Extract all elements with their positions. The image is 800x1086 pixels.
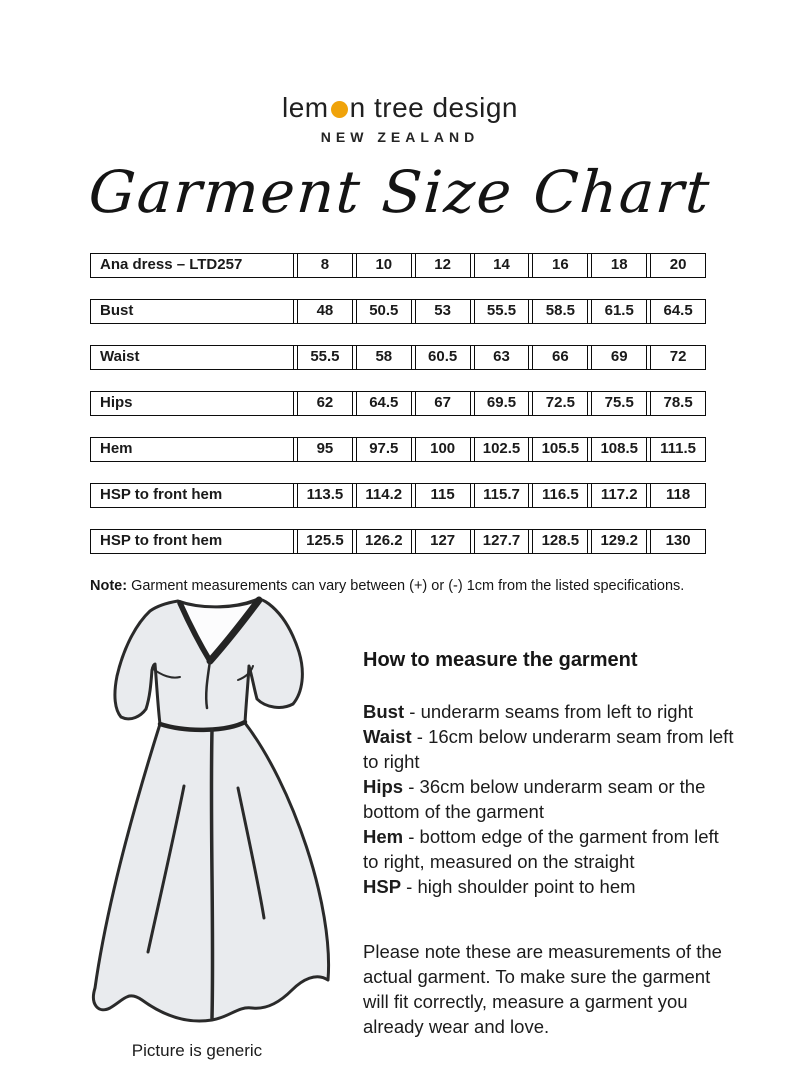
row-label: HSP to front hem bbox=[91, 530, 294, 553]
row-value: 63 bbox=[474, 346, 530, 369]
lemon-dot-icon bbox=[331, 101, 348, 118]
row-value: 48 bbox=[297, 300, 353, 323]
row-value: 129.2 bbox=[591, 530, 647, 553]
table-row bbox=[90, 391, 706, 416]
row-value: 116.5 bbox=[532, 484, 588, 507]
row-label: Ana dress – LTD257 bbox=[91, 254, 294, 277]
howto-heading: How to measure the garment bbox=[363, 649, 638, 671]
measure-definition bbox=[363, 699, 735, 724]
measure-definition bbox=[363, 774, 735, 824]
row-value: 128.5 bbox=[532, 530, 588, 553]
brand-name bbox=[0, 92, 800, 124]
brand-name-left: lem bbox=[281, 92, 329, 123]
dress-illustration bbox=[88, 596, 350, 1038]
brand-name-right: n tree design bbox=[349, 92, 518, 123]
row-label: Waist bbox=[91, 346, 294, 369]
table-row bbox=[90, 253, 706, 278]
row-value: 127 bbox=[415, 530, 471, 553]
measure-term: Waist bbox=[363, 726, 412, 747]
row-value: 69.5 bbox=[474, 392, 530, 415]
row-value: 127.7 bbox=[474, 530, 530, 553]
row-value: 111.5 bbox=[650, 438, 705, 461]
row-value: 60.5 bbox=[415, 346, 471, 369]
page-title: Garment Size Chart bbox=[86, 158, 714, 226]
size-table bbox=[90, 253, 706, 575]
row-value: 100 bbox=[415, 438, 471, 461]
row-value: 16 bbox=[532, 254, 588, 277]
row-value: 67 bbox=[415, 392, 471, 415]
measure-term: Hips bbox=[363, 776, 404, 797]
measure-term: Hem bbox=[363, 826, 404, 847]
row-label: Bust bbox=[91, 300, 294, 323]
measure-definition bbox=[363, 824, 735, 874]
howto-section bbox=[363, 648, 735, 1039]
measure-desc: - 36cm below underarm seam or the bottom of the garment bbox=[363, 776, 706, 822]
fit-advice-paragraph: Please note these are measurements of the actual garment. To make sure the garment will fit correctly, measure a garment you already wear and love. bbox=[363, 941, 722, 1037]
measure-term: Bust bbox=[363, 701, 405, 722]
row-value: 72.5 bbox=[532, 392, 588, 415]
row-value: 58.5 bbox=[532, 300, 588, 323]
row-value: 114.2 bbox=[356, 484, 412, 507]
tolerance-note bbox=[90, 578, 730, 594]
table-row bbox=[90, 483, 706, 508]
row-value: 97.5 bbox=[356, 438, 412, 461]
row-value: 125.5 bbox=[297, 530, 353, 553]
row-value: 53 bbox=[415, 300, 471, 323]
measure-term: HSP bbox=[363, 876, 402, 897]
row-value: 50.5 bbox=[356, 300, 412, 323]
row-value: 64.5 bbox=[356, 392, 412, 415]
row-value: 12 bbox=[415, 254, 471, 277]
howto-list bbox=[363, 699, 735, 899]
row-value: 102.5 bbox=[474, 438, 530, 461]
row-value: 115.7 bbox=[474, 484, 530, 507]
row-value: 10 bbox=[356, 254, 412, 277]
brand-logo bbox=[0, 92, 800, 145]
row-value: 66 bbox=[532, 346, 588, 369]
row-value: 117.2 bbox=[591, 484, 647, 507]
row-value: 55.5 bbox=[297, 346, 353, 369]
row-value: 115 bbox=[415, 484, 471, 507]
row-label: Hips bbox=[91, 392, 294, 415]
row-value: 64.5 bbox=[650, 300, 705, 323]
row-value: 58 bbox=[356, 346, 412, 369]
note-label: Note: bbox=[90, 578, 128, 594]
measure-definition bbox=[363, 874, 735, 899]
row-value: 8 bbox=[297, 254, 353, 277]
row-label: HSP to front hem bbox=[91, 484, 294, 507]
row-label: Hem bbox=[91, 438, 294, 461]
table-row bbox=[90, 529, 706, 554]
row-value: 113.5 bbox=[297, 484, 353, 507]
row-value: 95 bbox=[297, 438, 353, 461]
row-value: 78.5 bbox=[650, 392, 705, 415]
row-value: 20 bbox=[650, 254, 705, 277]
row-value: 75.5 bbox=[591, 392, 647, 415]
row-value: 118 bbox=[650, 484, 705, 507]
table-row bbox=[90, 437, 706, 462]
note-text: Garment measurements can vary between (+) or (-) 1cm from the listed specifications. bbox=[127, 578, 685, 594]
dress-figure bbox=[88, 596, 350, 1038]
row-value: 55.5 bbox=[474, 300, 530, 323]
row-value: 14 bbox=[474, 254, 530, 277]
row-value: 130 bbox=[650, 530, 705, 553]
row-value: 18 bbox=[591, 254, 647, 277]
measure-desc: - high shoulder point to hem bbox=[401, 876, 636, 897]
row-value: 108.5 bbox=[591, 438, 647, 461]
measure-desc: - bottom edge of the garment from left to right, measured on the straight bbox=[363, 826, 719, 872]
row-value: 62 bbox=[297, 392, 353, 415]
table-row bbox=[90, 299, 706, 324]
measure-definition bbox=[363, 724, 735, 774]
brand-subtitle: NEW ZEALAND bbox=[320, 129, 480, 145]
row-value: 105.5 bbox=[532, 438, 588, 461]
row-value: 126.2 bbox=[356, 530, 412, 553]
figure-caption: Picture is generic bbox=[131, 1041, 263, 1060]
row-value: 61.5 bbox=[591, 300, 647, 323]
row-value: 72 bbox=[650, 346, 705, 369]
measure-desc: - 16cm below underarm seam from left to right bbox=[363, 726, 734, 772]
table-row bbox=[90, 345, 706, 370]
measure-desc: - underarm seams from left to right bbox=[404, 701, 694, 722]
row-value: 69 bbox=[591, 346, 647, 369]
